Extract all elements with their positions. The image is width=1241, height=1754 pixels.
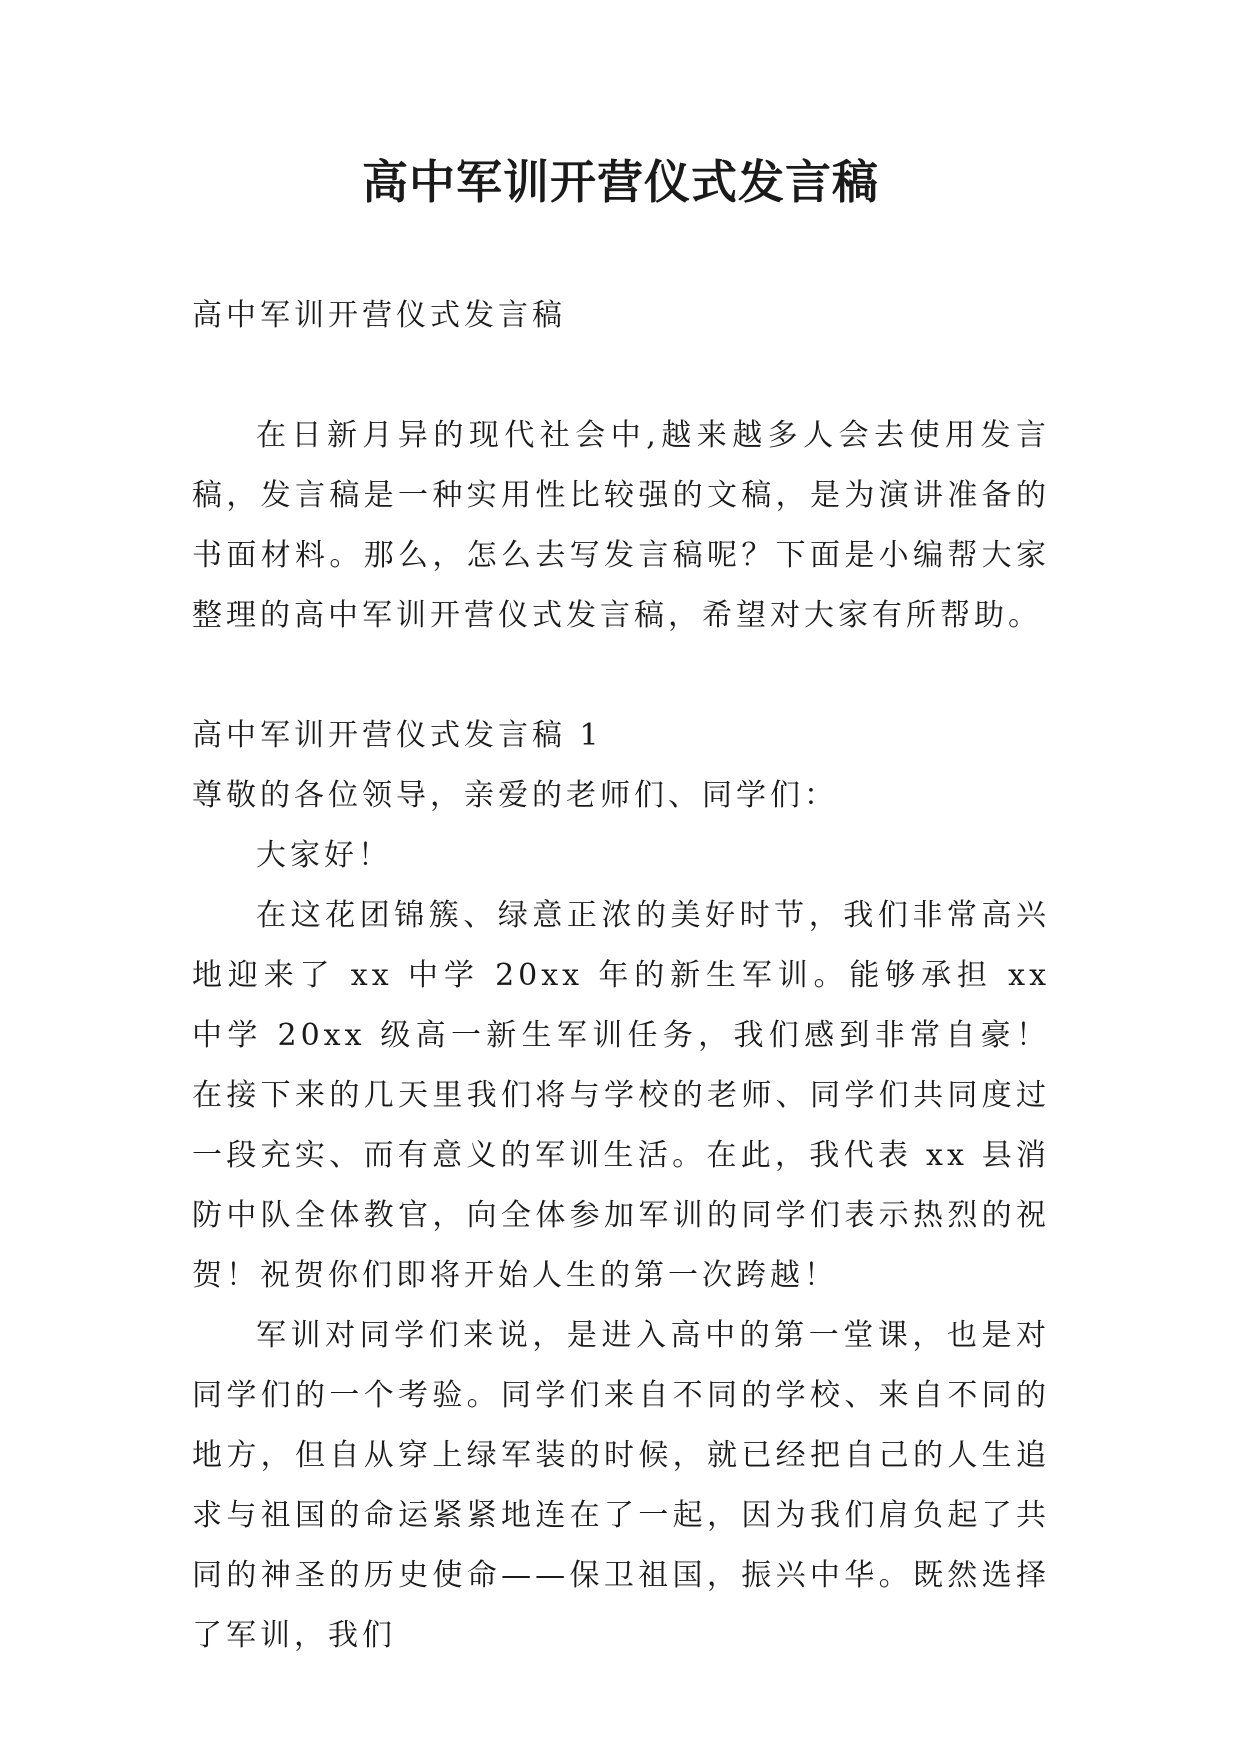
intro-paragraph: 在日新月异的现代社会中,越来越多人会去使用发言稿，发言稿是一种实用性比较强的文稿，是为演讲准备的书面材料。那么，怎么去写发言稿呢？下面是小编帮大家整理的高中军训开营仪式发言稿，希望对大家有所帮助。: [192, 418, 1050, 633]
document-body: [192, 286, 1050, 1666]
body-paragraph: 在这花团锦簇、绿意正浓的美好时节，我们非常高兴地迎来了 xx 中学 20xx 年的新生军训。能够承担 xx 中学 20xx 级高一新生军训任务，我们感到非常自豪！在接下来的几天里我们将与学校的老师、同学们共同度过一段充实、而有意义的军训生活。在此，我代表 xx 县消防中队全体教官，向全体参加军训的同学们表示热烈的祝贺！祝贺你们即将开始人生的第一次跨越！: [192, 898, 1050, 1293]
document-title: 高中军训开营仪式发言稿: [362, 155, 879, 209]
body-paragraph: 军训对同学们来说，是进入高中的第一堂课，也是对同学们的一个考验。同学们来自不同的学校、来自不同的地方，但自从穿上绿军装的时候，就已经把自己的人生追求与祖国的命运紧紧地连在了一起，因为我们肩负起了共同的神圣的历史使命——保卫祖国，振兴中华。既然选择了军训，我们: [192, 1318, 1050, 1653]
document-subtitle: 高中军训开营仪式发言稿: [192, 298, 566, 333]
salutation: 尊敬的各位领导，亲爱的老师们、同学们：: [192, 778, 838, 813]
greeting: 大家好！: [256, 838, 392, 873]
section-heading: 高中军训开营仪式发言稿 1: [192, 718, 603, 753]
